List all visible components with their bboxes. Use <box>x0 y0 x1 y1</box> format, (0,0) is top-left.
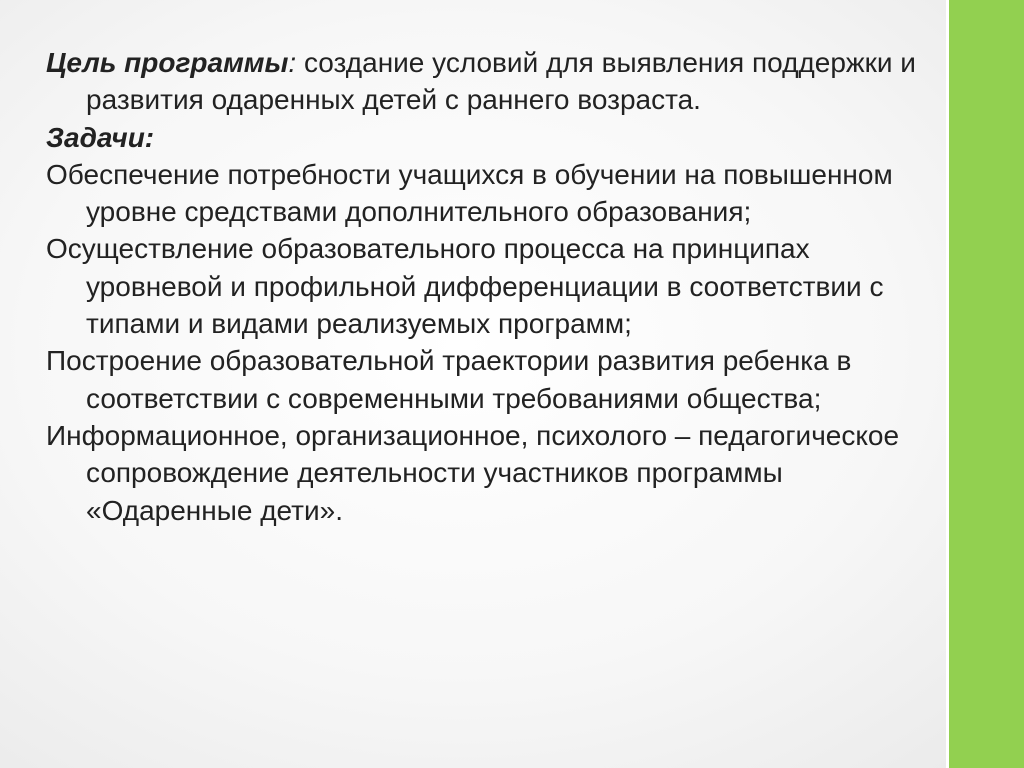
goal-colon: : <box>288 47 297 78</box>
goal-text: создание условий для выявления поддержки и развития одаренных детей с раннего возраста. <box>86 47 916 116</box>
tasks-heading: Задачи: <box>46 121 155 153</box>
right-accent-stripe <box>946 0 1024 768</box>
task-item-2: Осуществление образовательного процесса на принципах уровневой и профильной дифференциации в соответствии с типами и видами реализуемых программ; <box>46 233 884 340</box>
slide-body <box>46 44 936 529</box>
accent-stripe-bar <box>949 0 1024 768</box>
task-item-3: Построение образовательной траектории развития ребенка в соответствии с современными требованиями общества; <box>46 345 852 414</box>
goal-paragraph <box>46 44 936 119</box>
task-item-4: Информационное, организационное, психолого – педагогическое сопровождение деятельности участников программы «Одаренные дети». <box>46 419 900 526</box>
goal-label: Цель программы <box>46 47 289 78</box>
task-item-1: Обеспечение потребности учащихся в обучении на повышенном уровне средствами дополнительного образования; <box>46 158 893 228</box>
